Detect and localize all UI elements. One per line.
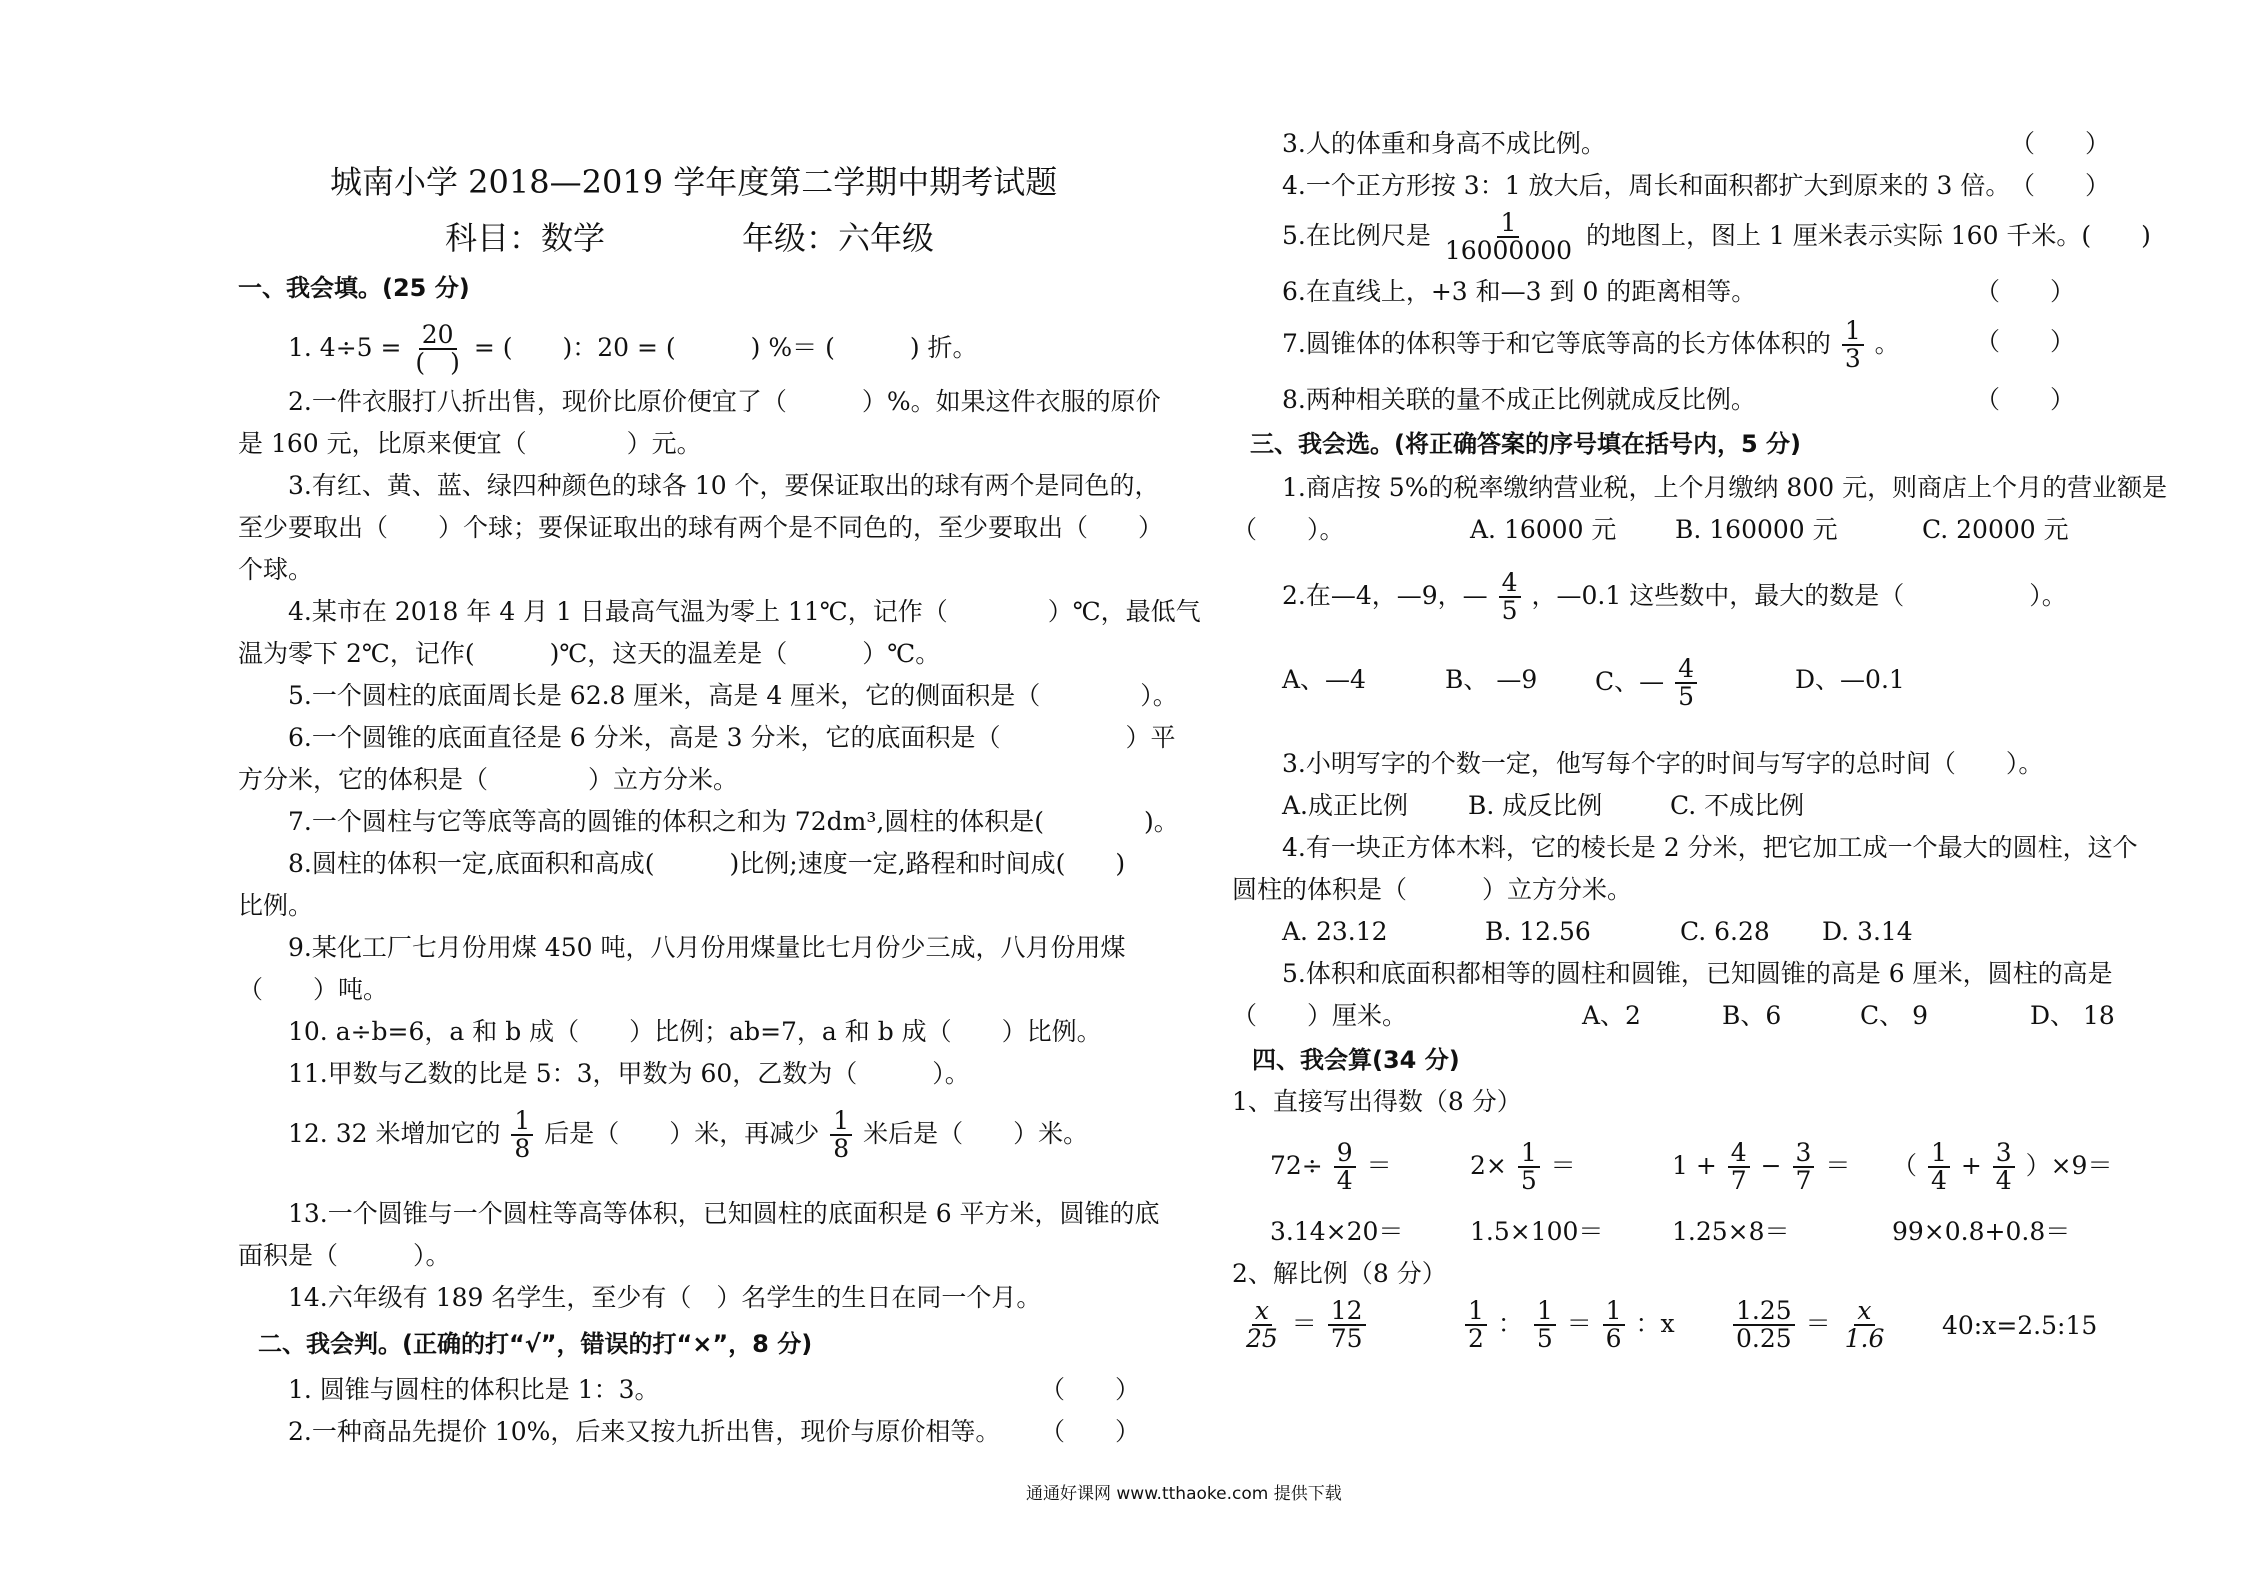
s4-sub1: 1、直接写出得数（8 分）: [1232, 1087, 1522, 1116]
s3-q4-line1: 4.有一块正方体木料，它的棱长是 2 分米，把它加工成一个最大的圆柱，这个: [1282, 833, 2138, 862]
s3-q4-option-b: B. 12.56: [1485, 917, 1591, 946]
footer-credit: 通通好课网 www.tthaoke.com 提供下载: [1026, 1484, 1342, 1504]
s3-q2-option-b: B、 —9: [1445, 665, 1538, 694]
calc-1: 72÷ $\frac{9}{4}$ ＝: [1270, 1138, 1392, 1196]
s1-q3-line2: 至少要取出（ ）个球；要保证取出的球有两个是不同色的，至少要取出（ ）: [238, 513, 1164, 542]
s2-item7-paren: （ ）: [1975, 327, 2076, 356]
proportion-4: 40:x=2.5:15: [1942, 1311, 2098, 1340]
s3-q3-option-c: C. 不成比例: [1670, 791, 1805, 820]
s1-q8-line2: 比例。: [238, 891, 314, 920]
calc-2: 2× $\frac{1}{5}$ ＝: [1470, 1138, 1576, 1196]
s3-q1-line2: （ ）。: [1232, 515, 1345, 544]
s1-q4-line2: 温为零下 2℃，记作( )℃，这天的温差是（ ）℃。: [238, 639, 941, 668]
fraction: $\frac{1}{2}$: [1465, 1298, 1487, 1353]
s3-q2-option-a: A、—4: [1282, 665, 1366, 694]
s1-q13-line2: 面积是（ ）。: [238, 1241, 451, 1270]
s3-q3-option-b: B. 成反比例: [1468, 791, 1603, 820]
s1-q8-line1: 8.圆柱的体积一定,底面积和高成( )比例;速度一定,路程和时间成( ): [288, 849, 1126, 878]
calc-3: 1 + $\frac{4}{7}$ − $\frac{3}{7}$ ＝: [1672, 1138, 1851, 1196]
s1-q6-line1: 6.一个圆锥的底面直径是 6 分米，高是 3 分米，它的底面积是（ ）平: [288, 723, 1176, 752]
fraction: $\frac{1}{5}$: [1534, 1298, 1556, 1353]
s2-item2: 2.一种商品先提价 10%，后来又按九折出售，现价与原价相等。: [288, 1417, 1001, 1446]
s3-q3: 3.小明写字的个数一定，他写每个字的时间与写字的总时间（ ）。: [1282, 749, 2044, 778]
fraction: $\frac{1}{4}$: [1928, 1140, 1950, 1195]
s2-item1-paren: （ ）: [1040, 1375, 1141, 1404]
proportion-2: $\frac{1}{2}$ ： $\frac{1}{5}$ ＝ $\frac{1}{6}$ ：x: [1462, 1298, 1675, 1353]
calc-5: 3.14×20＝: [1270, 1217, 1404, 1246]
fraction: $\frac{1}{8}$: [511, 1108, 533, 1163]
fraction: $\frac{4}{5}$: [1675, 656, 1697, 711]
s3-q1-option-b: B. 160000 元: [1675, 515, 1838, 544]
s2-item2-paren: （ ）: [1040, 1417, 1141, 1446]
s2-item5: 5.在比例尺是 $\frac{1}{16000000}$ 的地图上，图上 1 厘米表示实际 160 千米。( ): [1282, 208, 2151, 266]
fraction: $\frac{4}{7}$: [1728, 1140, 1750, 1195]
s3-q2-option-c: C、— $\frac{4}{5}$: [1595, 656, 1700, 711]
fraction: $\frac{4}{5}$: [1499, 570, 1521, 625]
proportion-1: $\frac{x}{25}$ ＝ $\frac{12}{75}$: [1240, 1298, 1369, 1353]
s2-item6: 6.在直线上，+3 和—3 到 0 的距离相等。: [1282, 277, 1757, 306]
fraction: $\frac{3}{7}$: [1793, 1140, 1815, 1195]
s1-q7: 7.一个圆柱与它等底等高的圆锥的体积之和为 72dm³,圆柱的体积是( )。: [288, 807, 1179, 836]
s2-item6-paren: （ ）: [1975, 277, 2076, 306]
fraction: $\frac{1}{3}$: [1842, 318, 1864, 373]
s3-q5-option-a: A、2: [1582, 1001, 1641, 1030]
s3-q1-line1: 1.商店按 5%的税率缴纳营业税，上个月缴纳 800 元，则商店上个月的营业额是: [1282, 473, 2168, 502]
s3-q5-line1: 5.体积和底面积都相等的圆柱和圆锥，已知圆锥的高是 6 厘米，圆柱的高是: [1282, 959, 2113, 988]
subject-label: 科目：数学: [445, 219, 606, 257]
fraction: $\frac{1.25}{0.25}$: [1733, 1298, 1795, 1353]
s3-q3-option-a: A.成正比例: [1282, 791, 1409, 820]
s3-q2-option-d: D、—0.1: [1795, 665, 1905, 694]
s2-item7: 7.圆锥体的体积等于和它等底等高的长方体体积的 $\frac{1}{3}$ 。: [1282, 316, 1900, 374]
fraction: $\frac{9}{4}$: [1334, 1140, 1356, 1195]
fraction: $\frac{1}{8}$: [830, 1108, 852, 1163]
s3-q5-line2: （ ）厘米。: [1232, 1001, 1408, 1030]
fraction: $\frac{3}{4}$: [1993, 1140, 2015, 1195]
fraction: $\frac{20}{( )}$: [415, 320, 460, 378]
s3-q4-option-a: A. 23.12: [1282, 917, 1388, 946]
calc-6: 1.5×100＝: [1470, 1217, 1604, 1246]
s2-item3: 3.人的体重和身高不成比例。: [1282, 129, 1606, 158]
s1-q12: 12. 32 米增加它的 $\frac{1}{8}$ 后是（ ）米，再减少 $\frac{1}{8}$ 米后是（ ）米。: [288, 1106, 1089, 1164]
s1-q4-line1: 4.某市在 2018 年 4 月 1 日最高气温为零上 11℃，记作（ ）℃，最低气: [288, 597, 1201, 626]
fraction: $\frac{1}{5}$: [1518, 1140, 1540, 1195]
s1-q10: 10. a÷b=6，a 和 b 成（ ）比例；ab=7，a 和 b 成（ ）比例。: [288, 1017, 1102, 1046]
s1-q9-line1: 9.某化工厂七月份用煤 450 吨，八月份用煤量比七月份少三成，八月份用煤: [288, 933, 1126, 962]
s2-item4-paren: （ ）: [2010, 171, 2111, 200]
fraction: $\frac{1}{16000000}$: [1444, 208, 1573, 266]
section4-heading: 四、我会算(34 分): [1252, 1046, 1460, 1074]
s2-item3-paren: （ ）: [2010, 129, 2111, 158]
section1-heading: 一、我会填。(25 分): [238, 274, 470, 302]
s1-q9-line2: （ ）吨。: [238, 975, 389, 1004]
s4-sub2: 2、解比例（8 分）: [1232, 1259, 1447, 1288]
s3-q4-line2: 圆柱的体积是（ ）立方分米。: [1232, 875, 1633, 904]
section3-heading: 三、我会选。(将正确答案的序号填在括号内，5 分): [1250, 430, 1801, 458]
s1-q3-line1: 3.有红、黄、蓝、绿四种颜色的球各 10 个，要保证取出的球有两个是同色的，: [288, 471, 1160, 500]
calc-7: 1.25×8＝: [1672, 1217, 1790, 1246]
s1-q3-line3: 个球。: [238, 555, 314, 584]
s3-q5-option-d: D、 18: [2030, 1001, 2115, 1030]
s3-q4-option-d: D. 3.14: [1822, 917, 1913, 946]
s1-q2-line2: 是 160 元，比原来便宜（ ）元。: [238, 429, 702, 458]
s3-q2: 2.在—4，—9，— $\frac{4}{5}$ ，—0.1 这些数中，最大的数是（ ）。: [1282, 568, 2067, 626]
fraction: $\frac{x}{1.6}$: [1844, 1296, 1885, 1354]
s3-q5-option-c: C、 9: [1860, 1001, 1928, 1030]
s1-q14: 14.六年级有 189 名学生，至少有（ ）名学生的生日在同一个月。: [288, 1283, 1042, 1312]
proportion-3: $\frac{1.25}{0.25}$ ＝ $\frac{x}{1.6}$: [1730, 1298, 1890, 1353]
s3-q4-option-c: C. 6.28: [1680, 917, 1770, 946]
s1-q1: 1. 4÷5 = $\frac{20}{( )}$ = ( )：20 = ( ) %＝ ( ) 折。: [288, 320, 978, 378]
calc-8: 99×0.8+0.8＝: [1892, 1217, 2071, 1246]
s1-q2-line1: 2.一件衣服打八折出售，现价比原价便宜了（ ）%。如果这件衣服的原价: [288, 387, 1161, 416]
grade-label: 年级：六年级: [742, 219, 935, 257]
s1-q6-line2: 方分米，它的体积是（ ）立方分米。: [238, 765, 739, 794]
s2-item1: 1. 圆锥与圆柱的体积比是 1：3。: [288, 1375, 660, 1404]
fraction: $\frac{x}{25}$: [1246, 1296, 1278, 1354]
s1-q13-line1: 13.一个圆锥与一个圆柱等高等体积，已知圆柱的底面积是 6 平方米，圆锥的底: [288, 1199, 1160, 1228]
s3-q1-option-a: A. 16000 元: [1470, 515, 1617, 544]
s1-q5: 5.一个圆柱的底面周长是 62.8 厘米，高是 4 厘米，它的侧面积是（ ）。: [288, 681, 1178, 710]
s1-q11: 11.甲数与乙数的比是 5：3，甲数为 60，乙数为（ ）。: [288, 1059, 970, 1088]
section2-heading: 二、我会判。(正确的打“√”，错误的打“×”，8 分): [258, 1330, 813, 1358]
s3-q5-option-b: B、6: [1722, 1001, 1782, 1030]
s3-q1-option-c: C. 20000 元: [1922, 515, 2069, 544]
s2-item4: 4.一个正方形按 3：1 放大后，周长和面积都扩大到原来的 3 倍。: [1282, 171, 2011, 200]
exam-title: 城南小学 2018—2019 学年度第二学期中期考试题: [330, 163, 1058, 201]
s2-item8: 8.两种相关联的量不成正比例就成反比例。: [1282, 385, 1756, 414]
s2-item8-paren: （ ）: [1975, 385, 2076, 414]
calc-4: （ $\frac{1}{4}$ + $\frac{3}{4}$ ）×9＝: [1892, 1138, 2113, 1196]
fraction: $\frac{12}{75}$: [1328, 1298, 1366, 1353]
fraction: $\frac{1}{6}$: [1603, 1298, 1625, 1353]
